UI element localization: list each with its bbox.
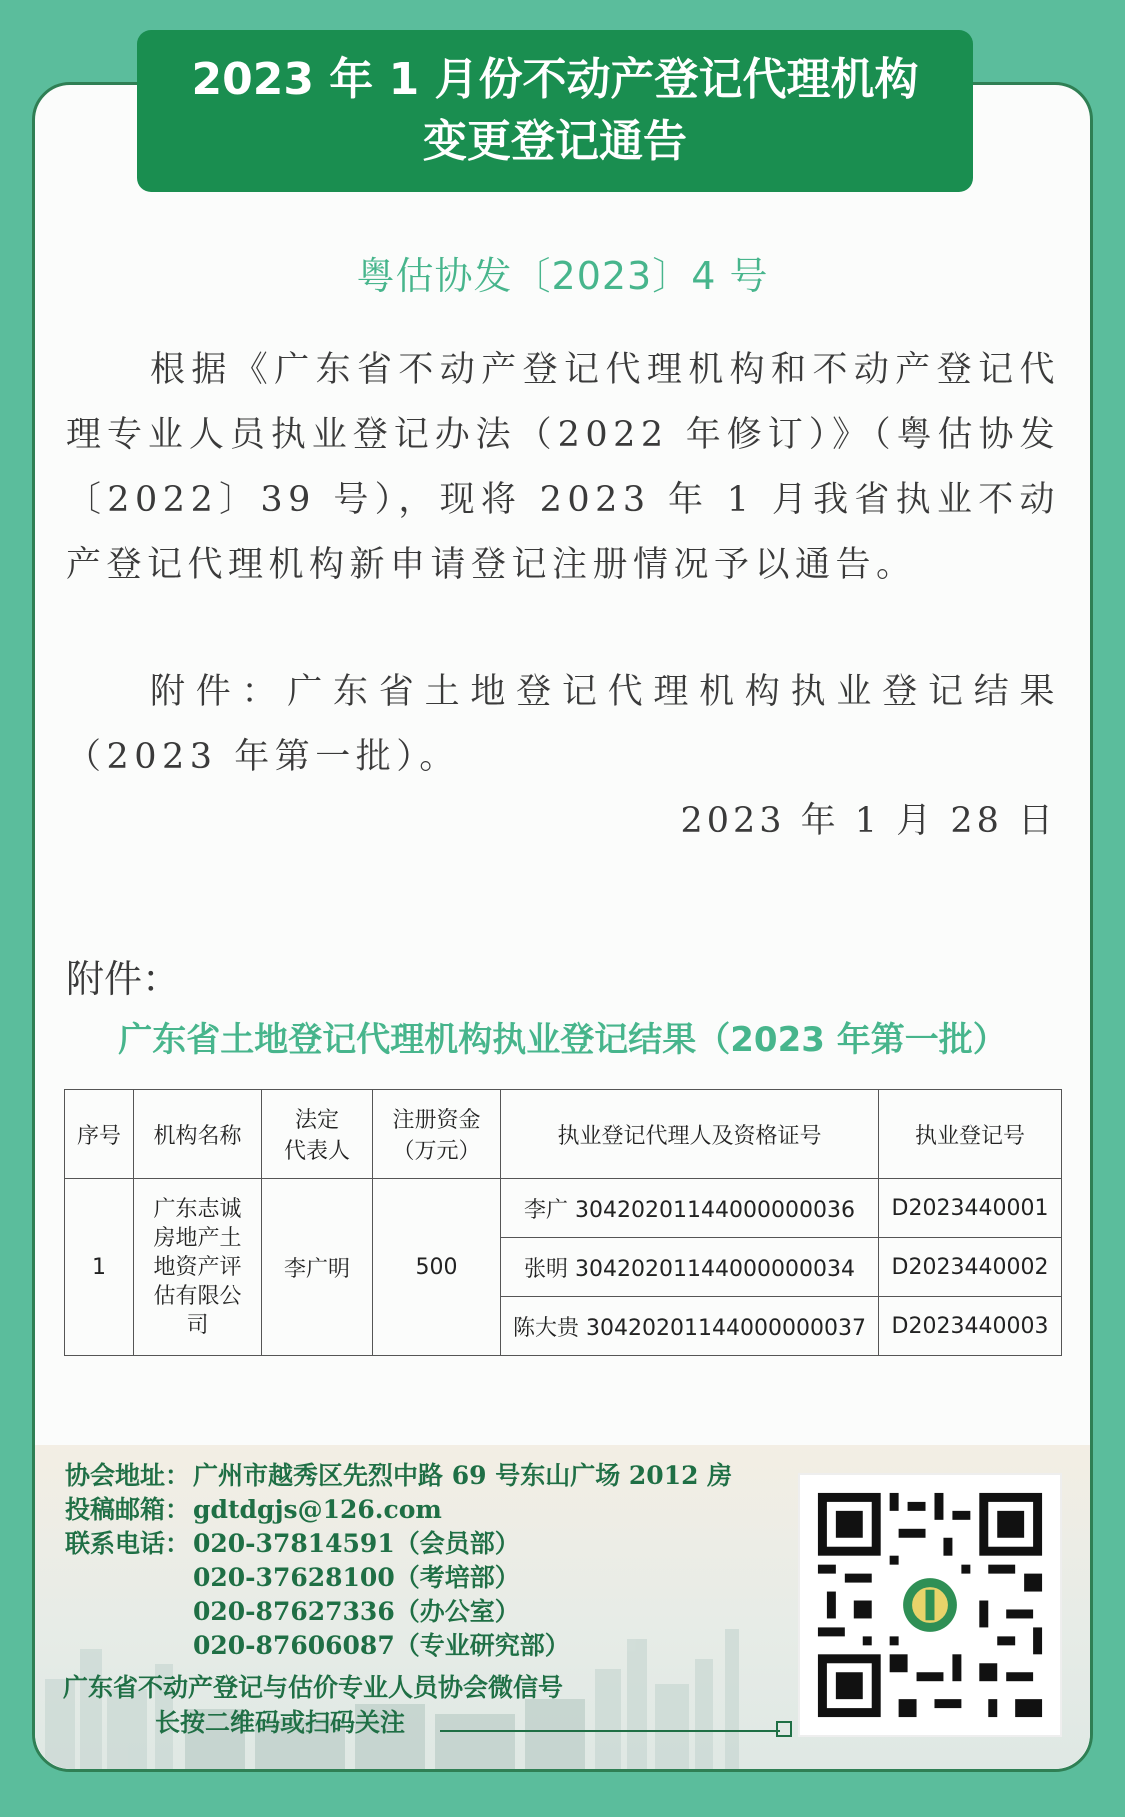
table-header-row [65, 1090, 1062, 1179]
header-rep-line2: 代表人 [283, 1139, 350, 1164]
divider-line [440, 1730, 780, 1732]
cell-rep: 李广明 [262, 1179, 373, 1356]
title-line-2: 变更登记通告 [423, 116, 687, 167]
wechat-line-1: 广东省不动产登记与估价专业人员协会微信号 [63, 1673, 564, 1702]
header-rep-line1: 法定 [294, 1108, 339, 1133]
header-capital-line1: 注册资金 [392, 1108, 481, 1133]
title-line-1: 2023 年 1 月份不动产登记代理机构 [191, 54, 919, 105]
cell-agent: 陈大贵 30420201144000000037 [501, 1297, 879, 1356]
title-banner [137, 30, 973, 192]
email-label: 投稿邮箱： [65, 1495, 191, 1524]
phone-label: 联系电话： [65, 1529, 191, 1558]
document-number: 粤估协发〔2023〕4 号 [356, 254, 769, 298]
wechat-line-2: 长按二维码或扫码关注 [155, 1708, 406, 1737]
notice-date: 2023 年 1 月 28 日 [680, 801, 1057, 841]
phone-row [65, 1595, 732, 1629]
body-paragraph-1: 根据《广东省不动产登记代理机构和不动产登记代理专业人员执业登记办法（2022 年修订）》（粤估协发〔2022〕39 号），现将 2023 年 1 月我省执业不动产登记代理机构新申请登记注册情况予以通告。 [66, 350, 1060, 585]
phone-value: 020-37628100（考培部） [193, 1563, 520, 1592]
cell-seq: 1 [65, 1179, 134, 1356]
phone-value: 020-37814591（会员部） [193, 1529, 520, 1558]
header-seq: 序号 [65, 1090, 134, 1179]
cell-agent: 李广 30420201144000000036 [501, 1179, 879, 1238]
org-name-line: 广东志诚 [153, 1196, 242, 1222]
phone-value: 020-87606087（专业研究部） [193, 1631, 570, 1660]
cell-regno: D2023440001 [879, 1179, 1062, 1238]
address-row [65, 1459, 732, 1493]
square-marker-icon [776, 1721, 792, 1737]
org-name-line: 地资产评 [153, 1254, 242, 1280]
org-name-line: 房地产土 [153, 1225, 242, 1251]
org-name-line: 估有限公 [153, 1283, 242, 1309]
header-capital [373, 1090, 501, 1179]
cell-agent: 张明 30420201144000000034 [501, 1238, 879, 1297]
org-name-line: 司 [186, 1312, 209, 1338]
body-paragraph-2: 附件：广东省土地登记代理机构执业登记结果（2023 年第一批）。 [66, 672, 1060, 777]
address-label: 协会地址： [65, 1461, 191, 1490]
email-value[interactable]: gdtdgjs@126.com [193, 1495, 442, 1524]
attachment-title: 广东省土地登记代理机构执业登记结果（2023 年第一批） [118, 1020, 1007, 1060]
header-agents: 执业登记代理人及资格证号 [501, 1090, 879, 1179]
phone-row [65, 1561, 732, 1595]
contact-info [65, 1459, 732, 1663]
cell-capital: 500 [373, 1179, 501, 1356]
email-row [65, 1493, 732, 1527]
phone-row [65, 1527, 732, 1561]
registration-table [64, 1089, 1062, 1356]
cell-org-name [134, 1179, 262, 1356]
table-row [65, 1179, 1062, 1238]
header-capital-line2: （万元） [392, 1139, 481, 1164]
qr-code-icon[interactable] [800, 1475, 1060, 1735]
phone-row [65, 1629, 732, 1663]
header-org: 机构名称 [134, 1090, 262, 1179]
qr-code-graphic [800, 1475, 1060, 1735]
header-regno: 执业登记号 [879, 1090, 1062, 1179]
attachment-label: 附件： [66, 957, 181, 1001]
address-value: 广州市越秀区先烈中路 69 号东山广场 2012 房 [193, 1461, 733, 1490]
header-rep [262, 1090, 373, 1179]
cell-regno: D2023440002 [879, 1238, 1062, 1297]
phone-value: 020-87627336（办公室） [193, 1597, 520, 1626]
cell-regno: D2023440003 [879, 1297, 1062, 1356]
